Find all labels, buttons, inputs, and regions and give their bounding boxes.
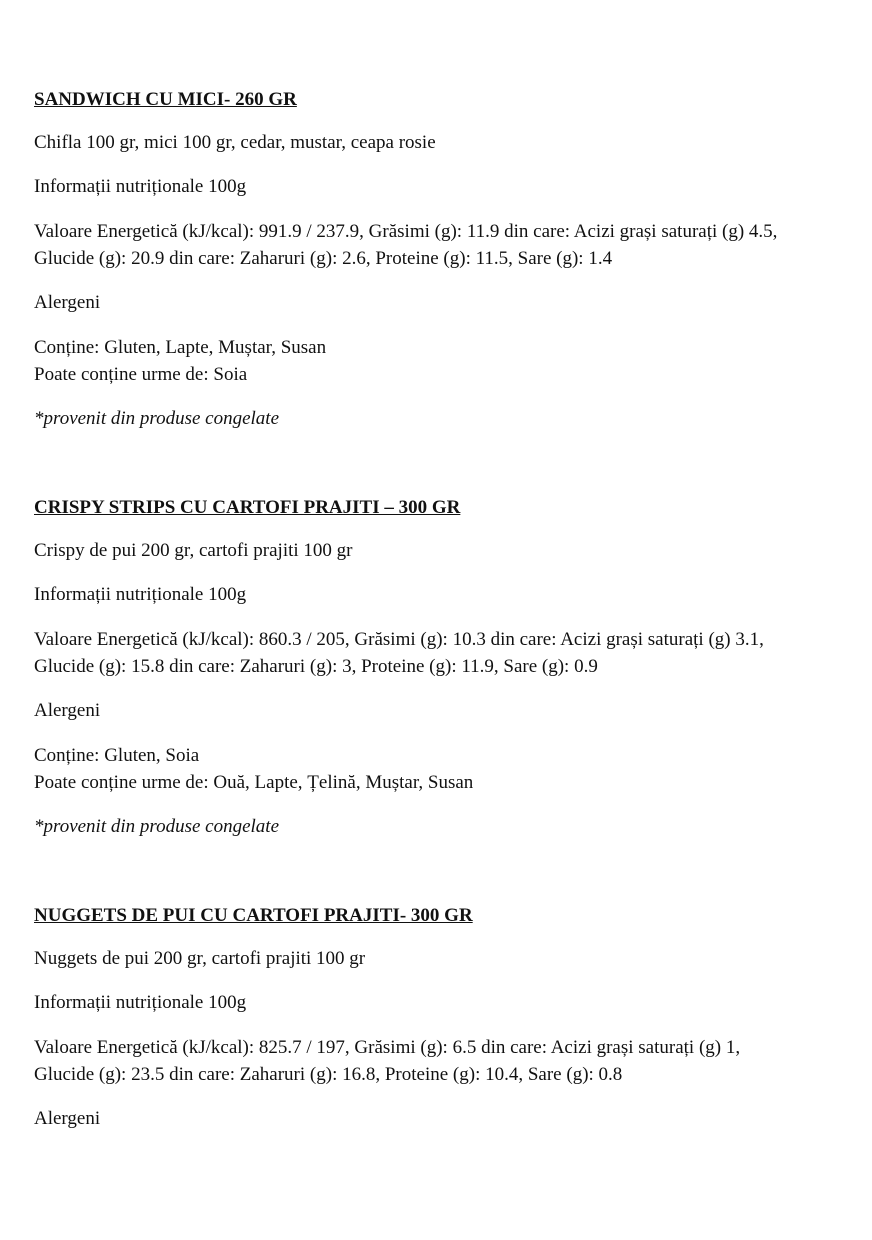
frozen-note: *provenit din produse congelate xyxy=(34,408,280,429)
nutrition-header: Informații nutriționale 100g xyxy=(34,584,247,605)
product-title: CRISPY STRIPS CU CARTOFI PRAJITI – 300 GR xyxy=(34,497,461,518)
allergens-contains: Conține: Gluten, Soia xyxy=(34,745,200,766)
product-title: SANDWICH CU MICI- 260 GR xyxy=(34,89,297,110)
nutrition-line: Valoare Energetică (kJ/kcal): 991.9 / 237.9, Grăsimi (g): 11.9 din care: Acizi grași saturați (g) 4.5, xyxy=(34,221,778,242)
nutrition-line: Glucide (g): 15.8 din care: Zaharuri (g): 3, Proteine (g): 11.9, Sare (g): 0.9 xyxy=(34,656,598,677)
allergens-header: Alergeni xyxy=(34,700,101,721)
frozen-note: *provenit din produse congelate xyxy=(34,816,280,837)
nutrition-header: Informații nutriționale 100g xyxy=(34,176,247,197)
allergens-header: Alergeni xyxy=(34,292,101,313)
allergens-contains: Conține: Gluten, Lapte, Muștar, Susan xyxy=(34,337,327,358)
allergens-may-contain: Poate conține urme de: Soia xyxy=(34,364,248,385)
nutrition-header: Informații nutriționale 100g xyxy=(34,992,247,1013)
allergens-header: Alergeni xyxy=(34,1108,101,1129)
product-description: Nuggets de pui 200 gr, cartofi prajiti 100 gr xyxy=(34,948,366,969)
nutrition-line: Glucide (g): 20.9 din care: Zaharuri (g): 2.6, Proteine (g): 11.5, Sare (g): 1.4 xyxy=(34,248,613,269)
product-description: Crispy de pui 200 gr, cartofi prajiti 100 gr xyxy=(34,540,353,561)
nutrition-line: Valoare Energetică (kJ/kcal): 825.7 / 197, Grăsimi (g): 6.5 din care: Acizi grași saturați (g) 1, xyxy=(34,1037,741,1058)
product-description: Chifla 100 gr, mici 100 gr, cedar, mustar, ceapa rosie xyxy=(34,132,436,153)
nutrition-line: Glucide (g): 23.5 din care: Zaharuri (g): 16.8, Proteine (g): 10.4, Sare (g): 0.8 xyxy=(34,1064,623,1085)
product-title: NUGGETS DE PUI CU CARTOFI PRAJITI- 300 GR xyxy=(34,905,473,926)
nutrition-line: Valoare Energetică (kJ/kcal): 860.3 / 205, Grăsimi (g): 10.3 din care: Acizi grași saturați (g) 3.1, xyxy=(34,629,764,650)
allergens-may-contain: Poate conține urme de: Ouă, Lapte, Țelină, Muștar, Susan xyxy=(34,772,474,793)
